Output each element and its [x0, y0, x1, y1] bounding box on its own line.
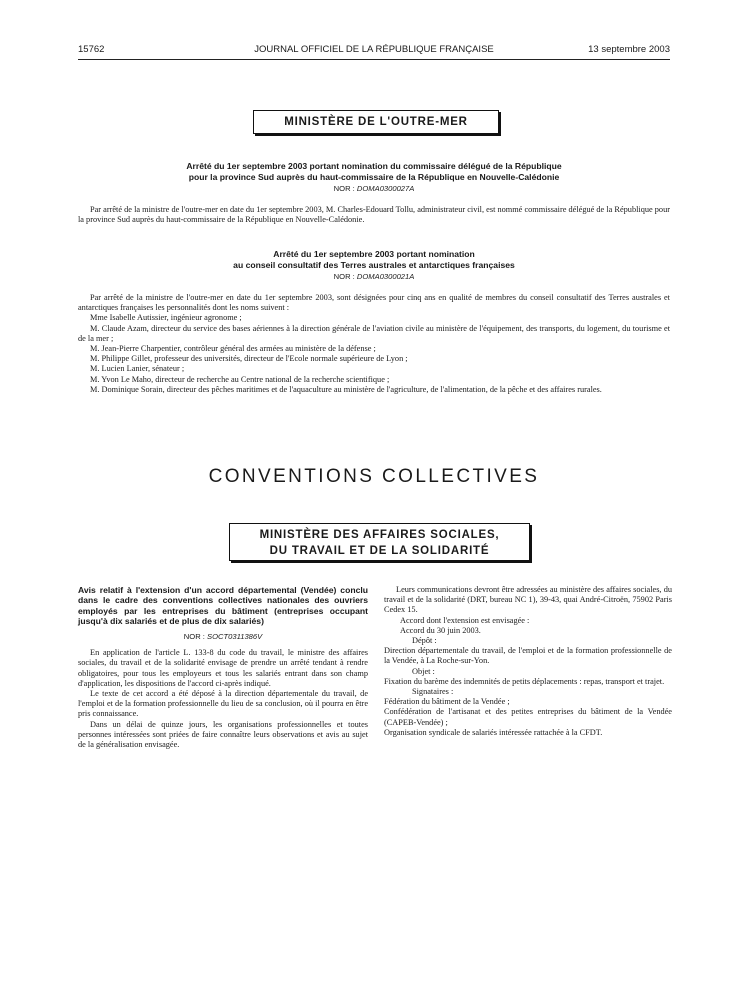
member-item: M. Jean-Pierre Charpentier, contrôleur général des armées au ministère de la défense ; — [90, 344, 376, 354]
arrete2-title-line2: au conseil consultatif des Terres australes et antarctiques françaises — [233, 259, 515, 270]
objet-label: Objet : — [412, 666, 435, 676]
ministry2-line1: MINISTÈRE DES AFFAIRES SOCIALES, — [259, 529, 500, 541]
ministry-affaires-sociales-box — [229, 523, 530, 561]
ministry-outre-mer-box: MINISTÈRE DE L'OUTRE-MER — [253, 110, 499, 134]
journal-title: JOURNAL OFFICIEL DE LA RÉPUBLIQUE FRANÇAISE — [254, 44, 494, 55]
arrete1-paragraph: Par arrêté de la ministre de l'outre-mer en date du 1er septembre 2003, M. Charles-Edouard Tollu, administrateur civil, est nommé commissaire délégué de la République pour la province Sud auprès du haut-commissaire de la République en Nouvelle-Calédonie. — [78, 205, 670, 225]
arrete1-nor — [78, 184, 670, 193]
member-item: M. Dominique Sorain, directeur des pêches maritimes et de l'aquaculture au ministère de l'agriculture, de l'alimentation, de la pêche et des affaires rurales. — [90, 384, 602, 394]
nor-code: SOCT0311386V — [207, 632, 263, 642]
objet-value: Fixation du barème des indemnités de petits déplacements : repas, transport et trajet. — [384, 676, 665, 686]
arrete2-title-line1: Arrêté du 1er septembre 2003 portant nomination — [273, 249, 475, 259]
member-item: Mme Isabelle Autissier, ingénieur agronome ; — [90, 313, 242, 323]
accord-value: Accord du 30 juin 2003. — [400, 625, 481, 635]
depot-value: Direction départementale du travail, de l'emploi et de la formation professionnelle de la Vendée, à La Roche-sur-Yon. — [384, 646, 672, 666]
nor-label: NOR : — [183, 632, 205, 642]
arrete2-title — [78, 249, 670, 270]
section-title: CONVENTIONS COLLECTIVES — [208, 466, 540, 487]
signataire-item: Organisation syndicale de salariés intéressée rattachée à la CFDT. — [384, 727, 603, 737]
page-number: 15762 — [78, 44, 105, 55]
arrete1-title — [78, 161, 670, 182]
member-item: M. Philippe Gillet, professeur des universités, directeur de l'Ecole normale supérieure de Lyon ; — [90, 354, 408, 364]
right-column — [384, 585, 672, 738]
member-item: M. Claude Azam, directeur du service des bases aériennes à la direction générale de l'aviation civile au ministère de l'équipement, des transports, du logement, du tourisme et de la mer ; — [78, 323, 670, 343]
arrete1-title-line1: Arrêté du 1er septembre 2003 portant nomination du commissaire délégué de la République — [186, 161, 562, 171]
left-column — [78, 585, 368, 750]
communications-paragraph: Leurs communications devront être adressées au ministère des affaires sociales, du travail et de la solidarité (DRT, bureau NC 1), 39-43, quai André-Citroën, 75902 Paris Cedex 15. — [384, 585, 672, 615]
page-header — [78, 44, 670, 58]
signataire-item: Fédération du bâtiment de la Vendée ; — [384, 697, 510, 707]
avis-paragraph: Le texte de cet accord a été déposé à la direction départementale du travail, de l'emploi et de la formation professionnelle du lieu de sa conclusion, où il pourra en être pris connaissance. — [78, 689, 368, 719]
avis-nor — [78, 632, 368, 641]
avis-paragraph: En application de l'article L. 133-8 du code du travail, le ministre des affaires sociales, du travail et de la solidarité envisage de prendre un arrêté tendant à rendre obligatoires, pour tous les employeurs et tous les salariés entrant dans son champ d'application, les dispositions de l'accord ci-après indiqué. — [78, 648, 368, 688]
nor-label: NOR : — [333, 184, 355, 193]
member-item: M. Lucien Lanier, sénateur ; — [90, 364, 185, 374]
header-divider — [78, 59, 670, 60]
arrete1-title-line2: pour la province Sud auprès du haut-commissaire de la République en Nouvelle-Calédonie — [188, 171, 560, 182]
ministry2-line2: DU TRAVAIL ET DE LA SOLIDARITÉ — [269, 545, 490, 557]
accord-label: Accord dont l'extension est envisagée : — [400, 615, 530, 625]
arrete2-intro: Par arrêté de la ministre de l'outre-mer en date du 1er septembre 2003, sont désignées pour cinq ans en qualité de membres du conseil consultatif des Terres australes et antarctiques françaises les personnalités dont les noms suivent : — [78, 293, 670, 313]
avis-paragraph: Dans un délai de quinze jours, les organisations professionnelles et toutes personnes intéressées sont priées de faire connaître leurs observations et avis au sujet de la généralisation envisagée. — [78, 719, 368, 750]
avis-left-text — [78, 648, 368, 750]
avis-title: Avis relatif à l'extension d'un accord départemental (Vendée) conclu dans le cadre des conventions collectives nationales des ouvriers employés par les entreprises du bâtiment (entreprises occupant jusqu'à dix salariés et de plus de dix salariés) — [78, 585, 368, 626]
signataires-label: Signataires : — [412, 687, 454, 697]
nor-code: DOMA0300027A — [356, 184, 415, 193]
arrete2-body — [78, 293, 670, 395]
arrete2-nor — [78, 272, 670, 281]
nor-code: DOMA0300021A — [356, 272, 415, 281]
signataire-item: Confédération de l'artisanat et des petites entreprises du bâtiment de la Vendée (CAPEB-Vendée) ; — [384, 707, 672, 727]
arrete1-body — [78, 205, 670, 225]
nor-label: NOR : — [333, 272, 355, 281]
issue-date: 13 septembre 2003 — [588, 44, 670, 55]
member-item: M. Yvon Le Maho, directeur de recherche au Centre national de la recherche scientifique ; — [90, 374, 390, 384]
depot-label: Dépôt : — [412, 636, 437, 646]
